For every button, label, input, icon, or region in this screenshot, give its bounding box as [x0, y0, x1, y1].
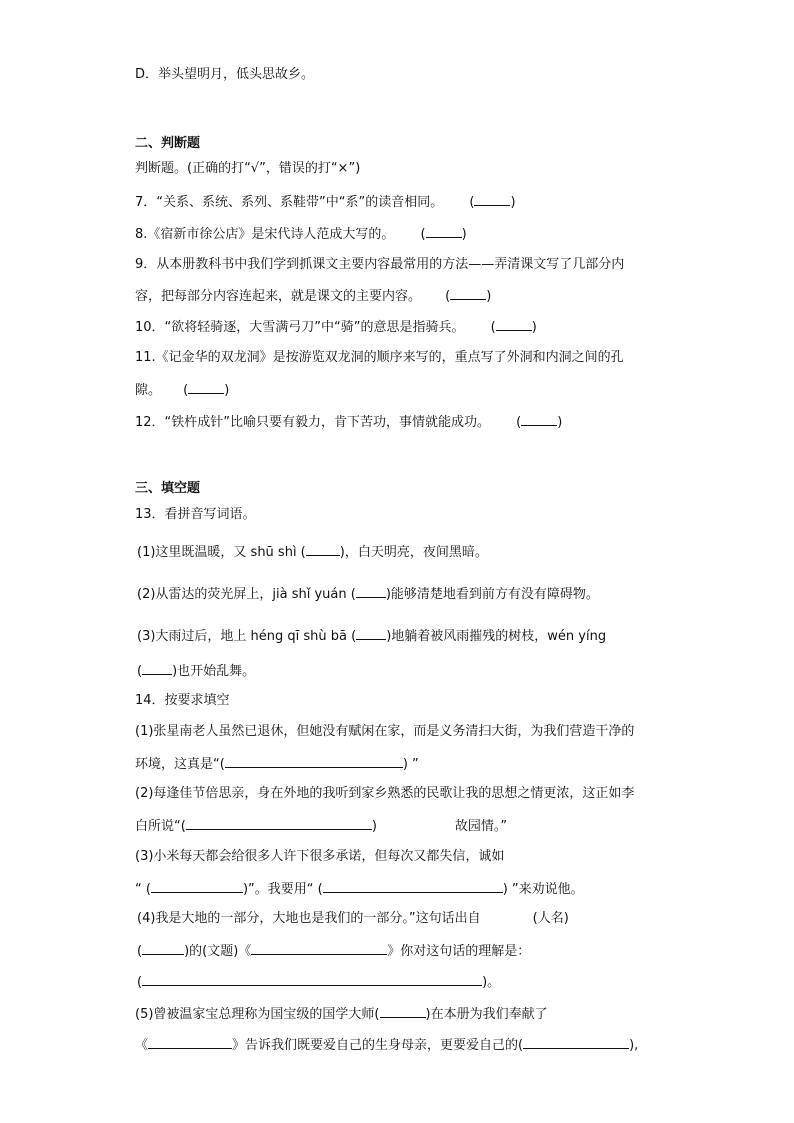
- question-13-2: (2)从雷达的荧光屏上，jià shǐ yuán ( )能够清楚地看到前方有没有障碍物。: [137, 584, 599, 604]
- answer-blank[interactable]: ( ): [183, 383, 229, 398]
- answer-blank[interactable]: [306, 542, 340, 556]
- question-7: [135, 192, 516, 212]
- question-14-3-line1: (3)小米每天都会给很多人许下很多承诺，但每次又都失信，诚如: [135, 849, 505, 864]
- question-14-4-line2: ( )的(文题)《 》你对这句话的理解是：: [137, 941, 530, 961]
- question-14-5-line1: (5)曾被温家宝总理称为国宝级的国学大师( )在本册为我们奉献了: [135, 1004, 548, 1024]
- question-13-3: (3)大雨过后，地上 héng qī shù bā ( )地躺着被风雨摧残的树枝，wén yíng: [137, 626, 606, 646]
- question-14-5-line2: 《 》告诉我们既要爱自己的生身母亲，更要爱自己的( ),: [135, 1035, 638, 1055]
- answer-blank[interactable]: ( ): [421, 227, 467, 242]
- question-14-1-line1: (1)张星南老人虽然已退休，但她没有赋闲在家，而是义务清扫大街，为我们营造干净的: [135, 724, 635, 739]
- question-14-1-line2: 环境，这真是“( ) ”: [135, 754, 419, 774]
- answer-blank[interactable]: ( ): [516, 415, 562, 430]
- question-11-line1: 11.《记金华的双龙洞》是按游览双龙洞的顺序来写的，重点写了外洞和内洞之间的孔: [135, 350, 624, 365]
- question-text: 12．“铁杵成针”比喻只要有毅力，肯下苦功，事情就能成功。: [135, 415, 491, 430]
- answer-blank[interactable]: [142, 661, 172, 675]
- question-10: [135, 317, 537, 337]
- question-text: 8.《宿新市徐公店》是宋代诗人范成大写的。: [135, 227, 395, 242]
- question-11-line2: [135, 380, 229, 400]
- question-text: 10．“欲将轻骑逐，大雪满弓刀”中“骑”的意思是指骑兵。: [135, 320, 465, 335]
- answer-blank[interactable]: [186, 816, 372, 830]
- question-9-line1: 9．从本册教科书中我们学到抓课文主要内容最常用的方法——弄清课文写了几部分内: [135, 257, 625, 272]
- option-d: D．举头望明月，低头思故乡。: [135, 67, 315, 82]
- answer-blank[interactable]: [523, 1035, 629, 1049]
- answer-blank[interactable]: ( ): [491, 320, 537, 335]
- answer-blank[interactable]: [148, 1035, 232, 1049]
- answer-blank[interactable]: ( ): [445, 289, 491, 304]
- question-14: 14．按要求填空: [135, 693, 230, 708]
- question-13-3-cont: ( )也开始乱舞。: [137, 661, 255, 681]
- answer-blank[interactable]: [151, 879, 243, 893]
- question-14-2-line2: 白所说“( ) 故园情。”: [135, 816, 507, 836]
- question-14-4-line1: (4)我是大地的一部分，大地也是我们的一部分。”这句话出自 (人名): [137, 911, 569, 926]
- answer-blank[interactable]: [323, 879, 503, 893]
- answer-blank[interactable]: [380, 1004, 426, 1018]
- question-text: 7．“关系、系统、系列、系鞋带”中“系”的读音相同。: [135, 195, 444, 210]
- question-text: 容，把每部分内容连起来，就是课文的主要内容。: [135, 289, 422, 304]
- question-13: 13．看拼音写词语。: [135, 507, 256, 522]
- question-14-3-line2: “ ( )”。我要用“ ( ) ”来劝说他。: [135, 879, 584, 899]
- answer-blank[interactable]: [142, 941, 184, 955]
- answer-blank[interactable]: [142, 972, 482, 986]
- question-12: [135, 412, 562, 432]
- answer-blank[interactable]: [225, 754, 403, 768]
- answer-blank[interactable]: [251, 941, 387, 955]
- question-13-1: (1)这里既温暖，又 shū shì ( )，白天明亮，夜间黑暗。: [137, 542, 488, 562]
- question-9-line2: [135, 286, 491, 306]
- answer-blank[interactable]: [356, 584, 386, 598]
- answer-blank[interactable]: ( ): [469, 195, 515, 210]
- question-8: [135, 224, 467, 244]
- question-14-2-line1: (2)每逢佳节倍思亲，身在外地的我听到家乡熟悉的民歌让我的思想之情更浓，这正如李: [135, 786, 635, 801]
- answer-blank[interactable]: [356, 626, 386, 640]
- section-heading-judgement: 二、判断题: [135, 136, 201, 151]
- judgement-instruction: 判断题。(正确的打“√”，错误的打“×”): [135, 161, 361, 176]
- question-text: 隙。: [135, 383, 162, 398]
- question-14-4-line3: ( )。: [137, 972, 500, 992]
- section-heading-fill: 三、填空题: [135, 481, 201, 496]
